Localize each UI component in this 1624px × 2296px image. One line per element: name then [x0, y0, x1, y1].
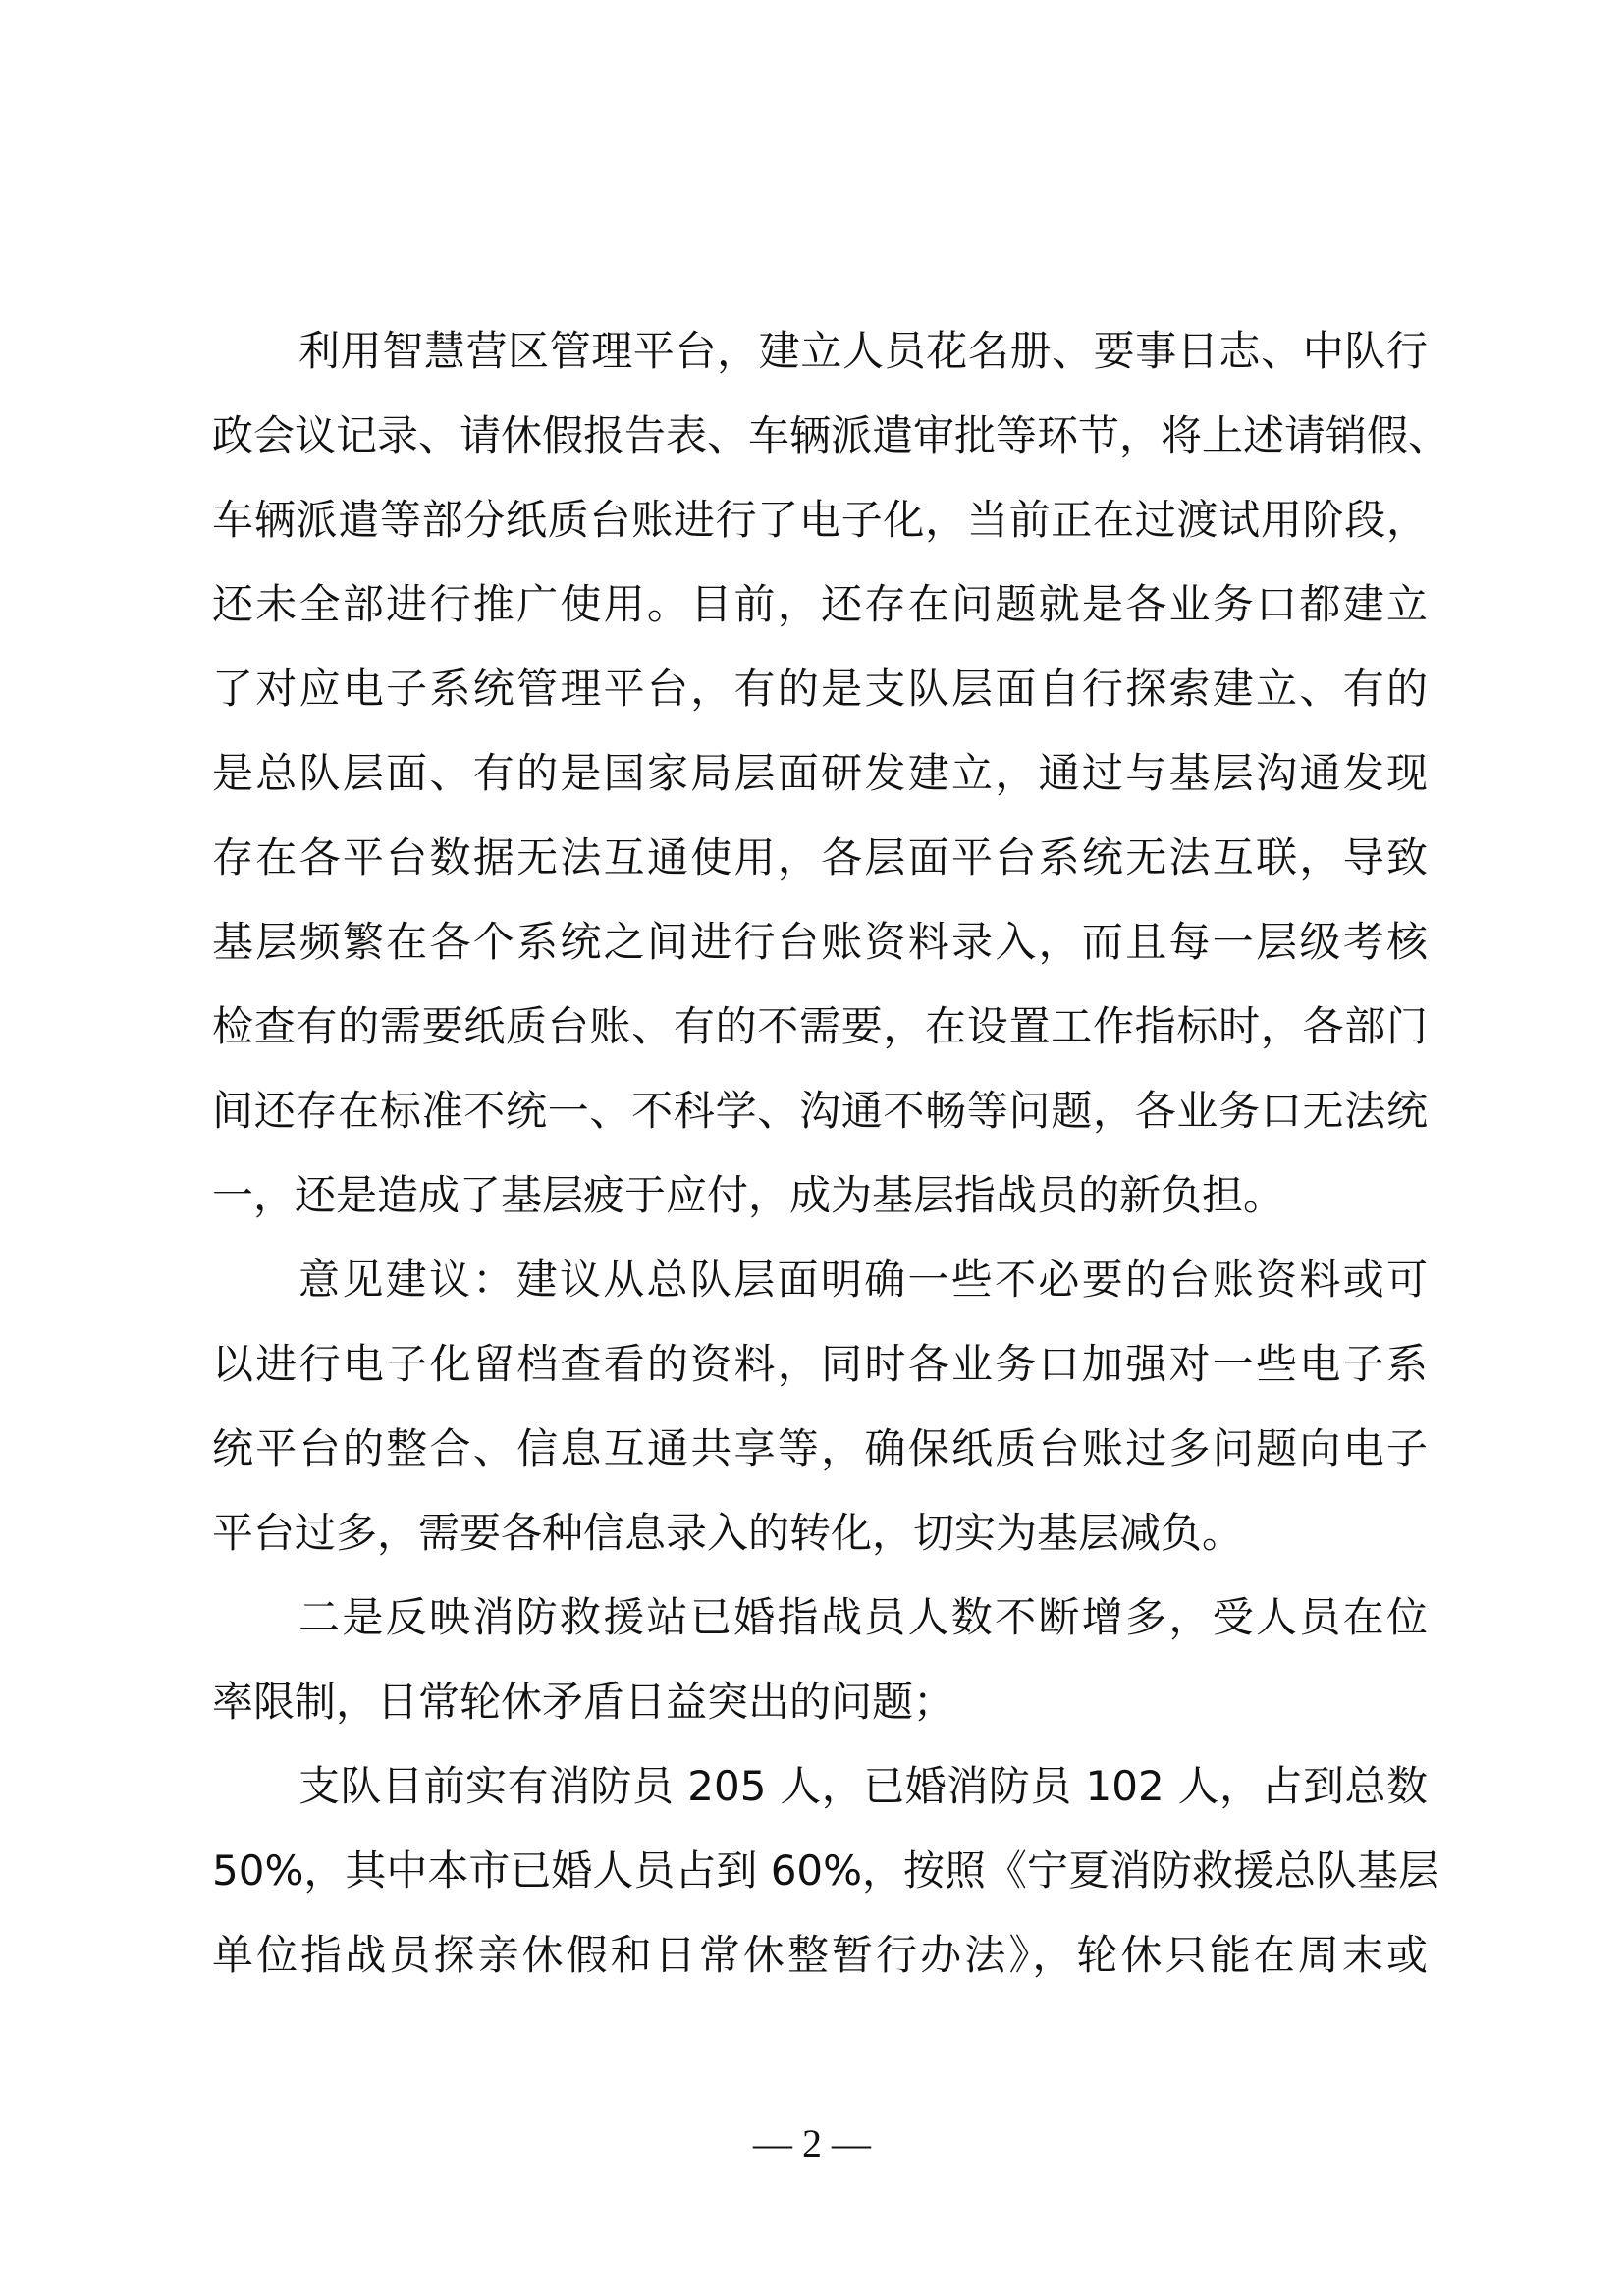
paragraph-staff-statistics: [212, 1744, 1440, 1998]
text-line: 还未全部进行推广使用。目前，还存在问题就是各业务口都建立: [212, 580, 1428, 628]
paragraph-issue-two: [212, 1575, 1428, 1744]
text-line: 车辆派遣等部分纸质台账进行了电子化，当前正在过渡试用阶段，: [212, 496, 1428, 544]
text-line: 了对应电子系统管理平台，有的是支队层面自行探索建立、有的: [212, 665, 1428, 713]
text-line: 意见建议：建议从总队层面明确一些不必要的台账资料或可: [298, 1255, 1428, 1304]
paragraph-suggestions: [212, 1238, 1428, 1575]
paragraph-ledger-digitization: [212, 309, 1450, 1238]
text-line: 平台过多，需要各种信息录入的转化，切实为基层减负。: [212, 1509, 1244, 1557]
body-text: [212, 309, 1450, 1998]
text-line: 二是反映消防救援站已婚指战员人数不断增多，受人员在位: [298, 1593, 1428, 1641]
text-line: 基层频繁在各个系统之间进行台账资料录入，而且每一层级考核: [212, 918, 1428, 966]
text-line: 率限制，日常轮休矛盾日益突出的问题；: [212, 1678, 955, 1726]
text-line: 以进行电子化留档查看的资料，同时各业务口加强对一些电子系: [212, 1340, 1428, 1388]
text-line: 检查有的需要纸质台账、有的不需要，在设置工作指标时，各部门: [212, 1002, 1428, 1050]
text-line: 是总队层面、有的是国家局层面研发建立，通过与基层沟通发现: [212, 749, 1428, 797]
text-line: 政会议记录、请休假报告表、车辆派遣审批等环节，将上述请销假、: [212, 411, 1450, 459]
text-line: 存在各平台数据无法互通使用，各层面平台系统无法互联，导致: [212, 833, 1428, 881]
text-line: 单位指战员探亲休假和日常休整暂行办法》，轮休只能在周末或: [212, 1931, 1428, 1979]
text-line: 利用智慧营区管理平台，建立人员花名册、要事日志、中队行: [298, 327, 1428, 375]
page-number: — 2 —: [753, 2121, 871, 2165]
text-line: 支队目前实有消防员 205 人，已婚消防员 102 人，占到总数: [298, 1762, 1428, 1810]
text-line: 间还存在标准不统一、不科学、沟通不畅等问题，各业务口无法统: [212, 1087, 1428, 1135]
text-line: 50%，其中本市已婚人员占到 60%，按照《宁夏消防救援总队基层: [212, 1846, 1440, 1895]
text-line: 统平台的整合、信息互通共享等，确保纸质台账过多问题向电子: [212, 1424, 1428, 1472]
text-line: 一，还是造成了基层疲于应付，成为基层指战员的新负担。: [212, 1171, 1285, 1219]
